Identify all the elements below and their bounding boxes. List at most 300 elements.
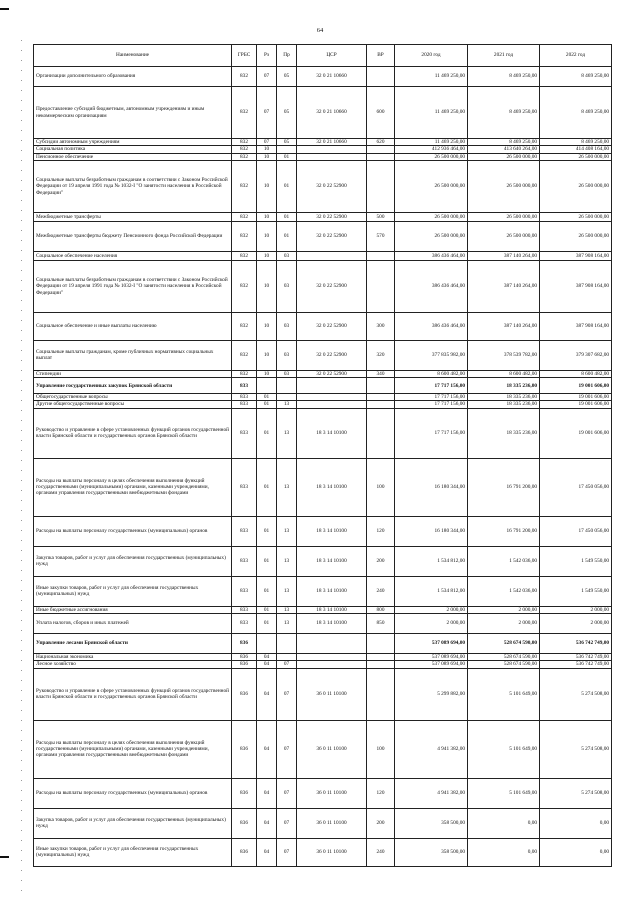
margin-tick <box>21 560 22 561</box>
cell-2020: 386 436 464,00 <box>395 260 468 312</box>
margin-tick <box>21 470 22 471</box>
cell-vr: 850 <box>367 614 395 634</box>
cell-2022: 0,00 <box>540 838 612 866</box>
cell-pr: 07 <box>277 720 297 778</box>
cell-2020: 412 936 464,00 <box>395 146 468 153</box>
cell-rz: 01 <box>257 408 277 458</box>
margin-tick <box>21 520 22 521</box>
cell-rz: 10 <box>257 312 277 340</box>
cell-2020: 26 500 000,00 <box>395 160 468 212</box>
cell-rz: 04 <box>257 654 277 661</box>
cell-2022: 387 908 164,00 <box>540 251 612 260</box>
cell-vr: 300 <box>367 312 395 340</box>
cell-name: Управление государственных закупок Брянской области <box>34 378 232 394</box>
cell-csr: 18 3 14 10100 <box>297 408 367 458</box>
margin-tick <box>21 360 22 361</box>
cell-csr <box>297 634 367 654</box>
cell-grbs: 836 <box>232 654 257 661</box>
cell-2020: 11 469 250,00 <box>395 87 468 139</box>
cell-vr: 800 <box>367 606 395 613</box>
cell-vr: 100 <box>367 458 395 516</box>
cell-name: Иные закупки товаров, работ и услуг для обеспечения государственных (муниципальных) нужд <box>34 576 232 606</box>
margin-tick <box>21 630 22 631</box>
cell-name: Другие общегосударственные вопросы <box>34 401 232 408</box>
cell-2021: 1 542 036,00 <box>468 576 540 606</box>
cell-vr: 320 <box>367 340 395 370</box>
margin-tick <box>21 430 22 431</box>
cell-pr: 05 <box>277 139 297 146</box>
cell-2020: 17 717 156,00 <box>395 408 468 458</box>
cell-vr <box>367 153 395 160</box>
cell-2022: 1 549 550,00 <box>540 576 612 606</box>
cell-name: Субсидии автономным учреждениям <box>34 139 232 146</box>
table-row <box>34 153 612 160</box>
cell-2021: 2 000,00 <box>468 614 540 634</box>
margin-tick <box>21 850 22 851</box>
margin-tick <box>21 750 22 751</box>
cell-2022: 5 274 508,00 <box>540 668 612 720</box>
table-row <box>34 720 612 778</box>
cell-2022: 19 001 606,00 <box>540 394 612 401</box>
margin-tick <box>21 710 22 711</box>
cell-csr <box>297 654 367 661</box>
cell-grbs: 833 <box>232 516 257 546</box>
table-row <box>34 458 612 516</box>
cell-grbs: 836 <box>232 838 257 866</box>
margin-tick <box>21 580 22 581</box>
cell-grbs: 836 <box>232 720 257 778</box>
cell-2021: 26 500 000,00 <box>468 212 540 221</box>
cell-rz: 04 <box>257 838 277 866</box>
cell-csr: 18 3 14 10100 <box>297 546 367 576</box>
table-row <box>34 778 612 808</box>
cell-name: Лесное хозяйство <box>34 661 232 668</box>
cell-2021: 0,00 <box>468 838 540 866</box>
table-row <box>34 808 612 838</box>
cell-2021: 528 674 590,00 <box>468 654 540 661</box>
cell-grbs: 836 <box>232 808 257 838</box>
cell-grbs: 833 <box>232 546 257 576</box>
margin-tick <box>21 330 22 331</box>
table-row <box>34 576 612 606</box>
header-vr: ВР <box>367 45 395 67</box>
cell-rz: 07 <box>257 67 277 87</box>
cell-pr: 03 <box>277 260 297 312</box>
margin-tick <box>21 510 22 511</box>
cell-csr: 32 0 22 52900 <box>297 370 367 377</box>
margin-tick <box>21 140 22 141</box>
margin-tick <box>21 320 22 321</box>
cell-csr: 32 0 21 10660 <box>297 87 367 139</box>
cell-2021: 8 469 250,00 <box>468 87 540 139</box>
cell-vr <box>367 394 395 401</box>
cell-2021: 528 674 590,00 <box>468 634 540 654</box>
cell-grbs: 832 <box>232 67 257 87</box>
margin-tick <box>21 160 22 161</box>
cell-name: Руководство и управление в сфере установленных функций органов государственной власти Брянской области и государственных органов Брянской области <box>34 408 232 458</box>
margin-tick <box>21 350 22 351</box>
cell-grbs: 832 <box>232 312 257 340</box>
margin-tick <box>21 800 22 801</box>
cell-name: Пенсионное обеспечение <box>34 153 232 160</box>
cell-2022: 19 001 606,00 <box>540 401 612 408</box>
cell-rz: 04 <box>257 668 277 720</box>
cell-grbs: 833 <box>232 576 257 606</box>
cell-rz: 10 <box>257 146 277 153</box>
cell-csr <box>297 251 367 260</box>
cell-grbs: 833 <box>232 401 257 408</box>
cell-pr: 07 <box>277 808 297 838</box>
table-row <box>34 146 612 153</box>
margin-tick <box>21 810 22 811</box>
cell-csr: 32 0 21 10660 <box>297 139 367 146</box>
header-rz: Рз <box>257 45 277 67</box>
margin-tick <box>21 600 22 601</box>
cell-2020: 377 835 982,00 <box>395 340 468 370</box>
table-row <box>34 401 612 408</box>
cell-2020: 4 941 382,00 <box>395 778 468 808</box>
cell-pr: 05 <box>277 87 297 139</box>
cell-2022: 8 469 250,00 <box>540 87 612 139</box>
cell-vr: 200 <box>367 546 395 576</box>
cell-2020: 8 600 482,00 <box>395 370 468 377</box>
header-pr: Пр <box>277 45 297 67</box>
cell-2022: 19 001 606,00 <box>540 408 612 458</box>
cell-pr: 03 <box>277 312 297 340</box>
table-row <box>34 661 612 668</box>
cell-pr: 13 <box>277 546 297 576</box>
cell-2022: 8 469 250,00 <box>540 67 612 87</box>
cell-rz: 10 <box>257 212 277 221</box>
cell-2021: 1 542 036,00 <box>468 546 540 576</box>
margin-tick <box>21 870 22 871</box>
cell-vr <box>367 160 395 212</box>
cell-name: Социальное обеспечение населения <box>34 251 232 260</box>
cell-2020: 26 500 000,00 <box>395 221 468 251</box>
cell-csr: 36 0 11 10100 <box>297 808 367 838</box>
cell-csr <box>297 146 367 153</box>
margin-tick <box>21 880 22 881</box>
margin-tick <box>21 610 22 611</box>
margin-tick <box>21 640 22 641</box>
cell-2021: 26 500 000,00 <box>468 221 540 251</box>
cell-grbs: 833 <box>232 606 257 613</box>
cell-2020: 26 500 000,00 <box>395 153 468 160</box>
cell-2022: 5 274 508,00 <box>540 720 612 778</box>
margin-tick <box>21 300 22 301</box>
cell-2020: 1 534 812,00 <box>395 546 468 576</box>
cell-2021: 8 469 250,00 <box>468 67 540 87</box>
cell-2021: 8 469 250,00 <box>468 139 540 146</box>
cell-name: Социальные выплаты безработным гражданам в соответствии с Законом Российской Федерации от 19 апреля 1991 года № 1032-I "О занятости населения в Российской Федерации" <box>34 260 232 312</box>
cell-2022: 26 500 000,00 <box>540 153 612 160</box>
cell-name: Закупка товаров, работ и услуг для обеспечения государственных (муниципальных) нужд <box>34 808 232 838</box>
cell-grbs: 832 <box>232 139 257 146</box>
cell-rz: 01 <box>257 401 277 408</box>
cell-2022: 536 742 749,00 <box>540 661 612 668</box>
cell-2020: 26 500 000,00 <box>395 212 468 221</box>
margin-tick <box>21 240 22 241</box>
cell-2020: 16 180 344,00 <box>395 458 468 516</box>
cell-2021: 387 140 264,00 <box>468 260 540 312</box>
margin-tick <box>21 40 22 41</box>
cell-csr <box>297 153 367 160</box>
table-row <box>34 212 612 221</box>
cell-csr <box>297 378 367 394</box>
header-csr: ЦСР <box>297 45 367 67</box>
cell-csr: 18 3 14 10100 <box>297 516 367 546</box>
cell-2020: 2 000,00 <box>395 614 468 634</box>
cell-vr: 240 <box>367 838 395 866</box>
scan-mark <box>0 8 9 10</box>
cell-2021: 378 539 782,00 <box>468 340 540 370</box>
cell-pr <box>277 394 297 401</box>
cell-2021: 26 500 000,00 <box>468 153 540 160</box>
cell-2021: 16 791 200,00 <box>468 458 540 516</box>
cell-2022: 1 549 550,00 <box>540 546 612 576</box>
table-row <box>34 87 612 139</box>
cell-2020: 537 089 694,00 <box>395 661 468 668</box>
margin-tick <box>21 620 22 621</box>
table-row <box>34 370 612 377</box>
cell-name: Общегосударственные вопросы <box>34 394 232 401</box>
cell-pr: 13 <box>277 606 297 613</box>
cell-name: Предоставление субсидий бюджетным, автономным учреждениям и иным некоммерческим организациям <box>34 87 232 139</box>
margin-tick <box>21 380 22 381</box>
cell-2020: 386 436 464,00 <box>395 251 468 260</box>
cell-2020: 16 180 344,00 <box>395 516 468 546</box>
table-row <box>34 378 612 394</box>
margin-tick <box>21 90 22 91</box>
margin-tick <box>21 210 22 211</box>
table-row <box>34 221 612 251</box>
cell-grbs: 833 <box>232 408 257 458</box>
cell-rz: 10 <box>257 221 277 251</box>
cell-pr: 01 <box>277 212 297 221</box>
table-row <box>34 251 612 260</box>
cell-name: Национальная экономика <box>34 654 232 661</box>
cell-grbs: 832 <box>232 212 257 221</box>
cell-name: Межбюджетные трансферты бюджету Пенсионного фонда Российской Федерации <box>34 221 232 251</box>
margin-tick <box>21 770 22 771</box>
cell-grbs: 833 <box>232 394 257 401</box>
cell-csr: 32 0 22 52900 <box>297 221 367 251</box>
cell-name: Организации дополнительного образования <box>34 67 232 87</box>
cell-vr <box>367 634 395 654</box>
cell-rz: 04 <box>257 808 277 838</box>
cell-pr <box>277 146 297 153</box>
cell-vr <box>367 654 395 661</box>
cell-pr: 01 <box>277 221 297 251</box>
cell-name: Иные бюджетные ассигнования <box>34 606 232 613</box>
cell-2022: 536 742 749,00 <box>540 654 612 661</box>
table-row <box>34 654 612 661</box>
cell-grbs: 832 <box>232 146 257 153</box>
page-number: 64 <box>316 27 324 34</box>
cell-vr: 570 <box>367 221 395 251</box>
margin-tick <box>21 490 22 491</box>
margin-tick <box>21 260 22 261</box>
cell-vr: 340 <box>367 370 395 377</box>
margin-tick <box>21 110 22 111</box>
cell-grbs: 836 <box>232 668 257 720</box>
cell-2022: 26 500 000,00 <box>540 160 612 212</box>
margin-tick <box>21 410 22 411</box>
cell-2020: 386 436 464,00 <box>395 312 468 340</box>
cell-pr: 01 <box>277 153 297 160</box>
cell-rz: 01 <box>257 614 277 634</box>
table-row <box>34 614 612 634</box>
margin-tick <box>21 310 22 311</box>
cell-2022: 0,00 <box>540 808 612 838</box>
margin-tick <box>21 480 22 481</box>
cell-name: Межбюджетные трансферты <box>34 212 232 221</box>
margin-tick <box>21 820 22 821</box>
cell-pr: 05 <box>277 67 297 87</box>
cell-csr: 32 0 22 52900 <box>297 260 367 312</box>
table-row <box>34 139 612 146</box>
cell-vr <box>367 401 395 408</box>
cell-2020: 11 469 250,00 <box>395 67 468 87</box>
margin-tick <box>21 790 22 791</box>
cell-2020: 17 717 156,00 <box>395 378 468 394</box>
margin-tick <box>21 730 22 731</box>
margin-tick <box>21 450 22 451</box>
cell-2020: 358 500,00 <box>395 808 468 838</box>
cell-2020: 11 469 250,00 <box>395 139 468 146</box>
cell-rz: 01 <box>257 516 277 546</box>
cell-2022: 379 307 682,00 <box>540 340 612 370</box>
cell-vr: 120 <box>367 778 395 808</box>
cell-csr: 18 3 14 10100 <box>297 614 367 634</box>
margin-tick <box>21 280 22 281</box>
cell-grbs: 836 <box>232 634 257 654</box>
margin-tick <box>21 230 22 231</box>
cell-name: Расходы на выплаты персоналу государственных (муниципальных) органов <box>34 516 232 546</box>
cell-2022: 8 469 250,00 <box>540 139 612 146</box>
cell-csr: 36 0 11 10100 <box>297 838 367 866</box>
cell-name: Стипендии <box>34 370 232 377</box>
margin-tick <box>21 100 22 101</box>
cell-csr: 36 0 11 10100 <box>297 778 367 808</box>
margin-tick <box>21 270 22 271</box>
cell-2021: 0,00 <box>468 808 540 838</box>
cell-csr: 32 0 22 52900 <box>297 160 367 212</box>
budget-table <box>33 44 612 867</box>
margin-tick <box>21 250 22 251</box>
table-row <box>34 838 612 866</box>
cell-grbs: 832 <box>232 160 257 212</box>
cell-2021: 387 140 264,00 <box>468 251 540 260</box>
cell-vr <box>367 251 395 260</box>
cell-2022: 2 000,00 <box>540 614 612 634</box>
margin-tick <box>21 220 22 221</box>
cell-2022: 387 908 164,00 <box>540 260 612 312</box>
header-2022: 2022 год <box>540 45 612 67</box>
cell-grbs: 833 <box>232 614 257 634</box>
table-header-row <box>34 45 612 67</box>
margin-tick <box>21 840 22 841</box>
table-row <box>34 516 612 546</box>
cell-2020: 537 089 694,00 <box>395 634 468 654</box>
cell-2021: 528 674 590,00 <box>468 661 540 668</box>
cell-grbs: 832 <box>232 260 257 312</box>
margin-tick <box>21 830 22 831</box>
margin-tick <box>21 570 22 571</box>
cell-name: Расходы на выплаты персоналу в целях обеспечения выполнения функций государственными (муниципальными) органами, казенными учреждениями, органами управления государственными внебюджетными фондами <box>34 458 232 516</box>
margin-tick <box>21 700 22 701</box>
cell-2020: 2 000,00 <box>395 606 468 613</box>
margin-tick <box>21 60 22 61</box>
cell-csr: 18 3 14 10100 <box>297 606 367 613</box>
table-row <box>34 67 612 87</box>
table-row <box>34 668 612 720</box>
margin-tick <box>21 890 22 891</box>
margin-tick <box>21 680 22 681</box>
cell-grbs: 833 <box>232 378 257 394</box>
cell-grbs: 832 <box>232 340 257 370</box>
cell-name: Социальное обеспечение и иные выплаты населению <box>34 312 232 340</box>
table-row <box>34 260 612 312</box>
cell-2021: 387 140 264,00 <box>468 312 540 340</box>
cell-vr: 200 <box>367 808 395 838</box>
cell-name: Расходы на выплаты персоналу в целях обеспечения выполнения функций государственными (муниципальными) органами, казенными учреждениями, органами управления государственными внебюджетными фондами <box>34 720 232 778</box>
cell-pr: 03 <box>277 251 297 260</box>
cell-pr <box>277 634 297 654</box>
header-name: Наименование <box>34 45 232 67</box>
cell-pr: 13 <box>277 408 297 458</box>
cell-pr: 03 <box>277 340 297 370</box>
cell-2021: 5 101 649,00 <box>468 720 540 778</box>
cell-pr: 13 <box>277 458 297 516</box>
cell-vr <box>367 408 395 458</box>
cell-2021: 5 101 649,00 <box>468 778 540 808</box>
cell-csr: 32 0 22 52900 <box>297 340 367 370</box>
table-row <box>34 606 612 613</box>
cell-vr <box>367 668 395 720</box>
margin-tick <box>21 460 22 461</box>
cell-vr <box>367 378 395 394</box>
cell-2022: 26 500 000,00 <box>540 221 612 251</box>
cell-rz: 10 <box>257 251 277 260</box>
cell-2022: 536 742 749,00 <box>540 634 612 654</box>
cell-rz: 04 <box>257 720 277 778</box>
table-row <box>34 408 612 458</box>
cell-2022: 19 001 606,00 <box>540 378 612 394</box>
scan-mark <box>0 856 9 858</box>
cell-rz: 07 <box>257 139 277 146</box>
table-row <box>34 160 612 212</box>
cell-2021: 18 335 236,00 <box>468 408 540 458</box>
cell-2020: 537 089 694,00 <box>395 654 468 661</box>
cell-2022: 414 408 164,00 <box>540 146 612 153</box>
margin-tick <box>21 400 22 401</box>
cell-rz: 04 <box>257 661 277 668</box>
cell-2022: 26 500 000,00 <box>540 212 612 221</box>
cell-pr: 13 <box>277 401 297 408</box>
cell-pr: 13 <box>277 516 297 546</box>
header-grbs: ГРБС <box>232 45 257 67</box>
cell-rz: 04 <box>257 778 277 808</box>
margin-tick <box>21 80 22 81</box>
cell-grbs: 836 <box>232 661 257 668</box>
cell-2022: 2 000,00 <box>540 606 612 613</box>
margin-tick <box>21 420 22 421</box>
margin-tick <box>21 50 22 51</box>
margin-tick <box>21 340 22 341</box>
cell-vr: 100 <box>367 720 395 778</box>
margin-tick <box>21 500 22 501</box>
